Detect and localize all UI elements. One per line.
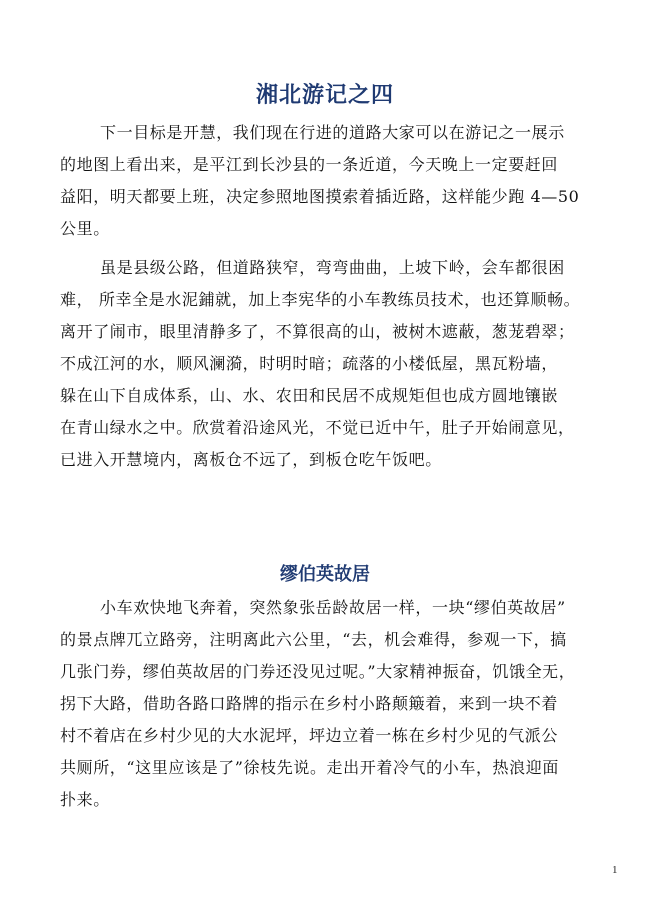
text-line: 不成江河的水，顺风澜漪，时明时暗；疏落的小楼低屋，黑瓦粉墙， — [60, 354, 559, 373]
text-line: 的地图上看出来，是平江到长沙县的一条近道，今天晚上一定要赶回 — [60, 155, 559, 174]
text-line: 共厕所，“这里应该是了”徐枝先说。走出开着冷气的小车，热浪迎面 — [60, 758, 559, 777]
text-line: 下一目标是开慧，我们现在行进的道路大家可以在游记之一展示 — [100, 123, 565, 142]
text-line: 几张门券，缪伯英故居的门券还没见过呢。”大家精神振奋，饥饿全无， — [60, 662, 576, 681]
text-line: 扑来。 — [60, 790, 110, 809]
page-number: 1 — [612, 864, 618, 876]
paragraph-3 — [60, 592, 600, 816]
text-line: 在青山绿水之中。欣赏着沿途风光，不觉已近中午，肚子开始闹意见， — [60, 418, 575, 437]
text-line: 躲在山下自成体系，山、水、农田和民居不成规矩但也成方圆地镶嵌 — [60, 386, 559, 405]
text-line: 的景点牌兀立路旁，注明离此六公里，“去，机会难得，参观一下，搞 — [60, 630, 567, 649]
paragraph-1 — [60, 117, 600, 245]
text-line: 虽是县级公路，但道路狭窄，弯弯曲曲，上坡下岭，会车都很困 — [100, 258, 565, 277]
text-line: 公里。 — [60, 219, 110, 238]
paragraph-2 — [60, 252, 600, 476]
document-title: 湘北游记之四 — [255, 83, 394, 108]
text-line: 难， 所幸全是水泥鋪就，加上李宪华的小车教练员技术，也还算顺畅。 — [60, 290, 581, 309]
text-line: 已进入开慧境内，离板仓不远了，到板仓吃午饭吧。 — [60, 450, 442, 469]
section-heading: 缪伯英故居 — [280, 564, 370, 585]
text-line: 拐下大路，借助各路口路牌的指示在乡村小路颠簸着，来到一块不着 — [60, 694, 559, 713]
text-line: 村不着店在乡村少见的大水泥坪，坪边立着一栋在乡村少见的气派公 — [60, 726, 559, 745]
text-line: 益阳，明天都要上班，决定参照地图摸索着插近路，这样能少跑 4—50 — [60, 187, 580, 206]
text-line: 离开了闹市，眼里清静多了，不算很高的山，被树木遮蔽，葱茏碧翠； — [60, 322, 575, 341]
text-line: 小车欢快地飞奔着，突然象张岳龄故居一样，一块“缪伯英故居” — [100, 598, 566, 617]
